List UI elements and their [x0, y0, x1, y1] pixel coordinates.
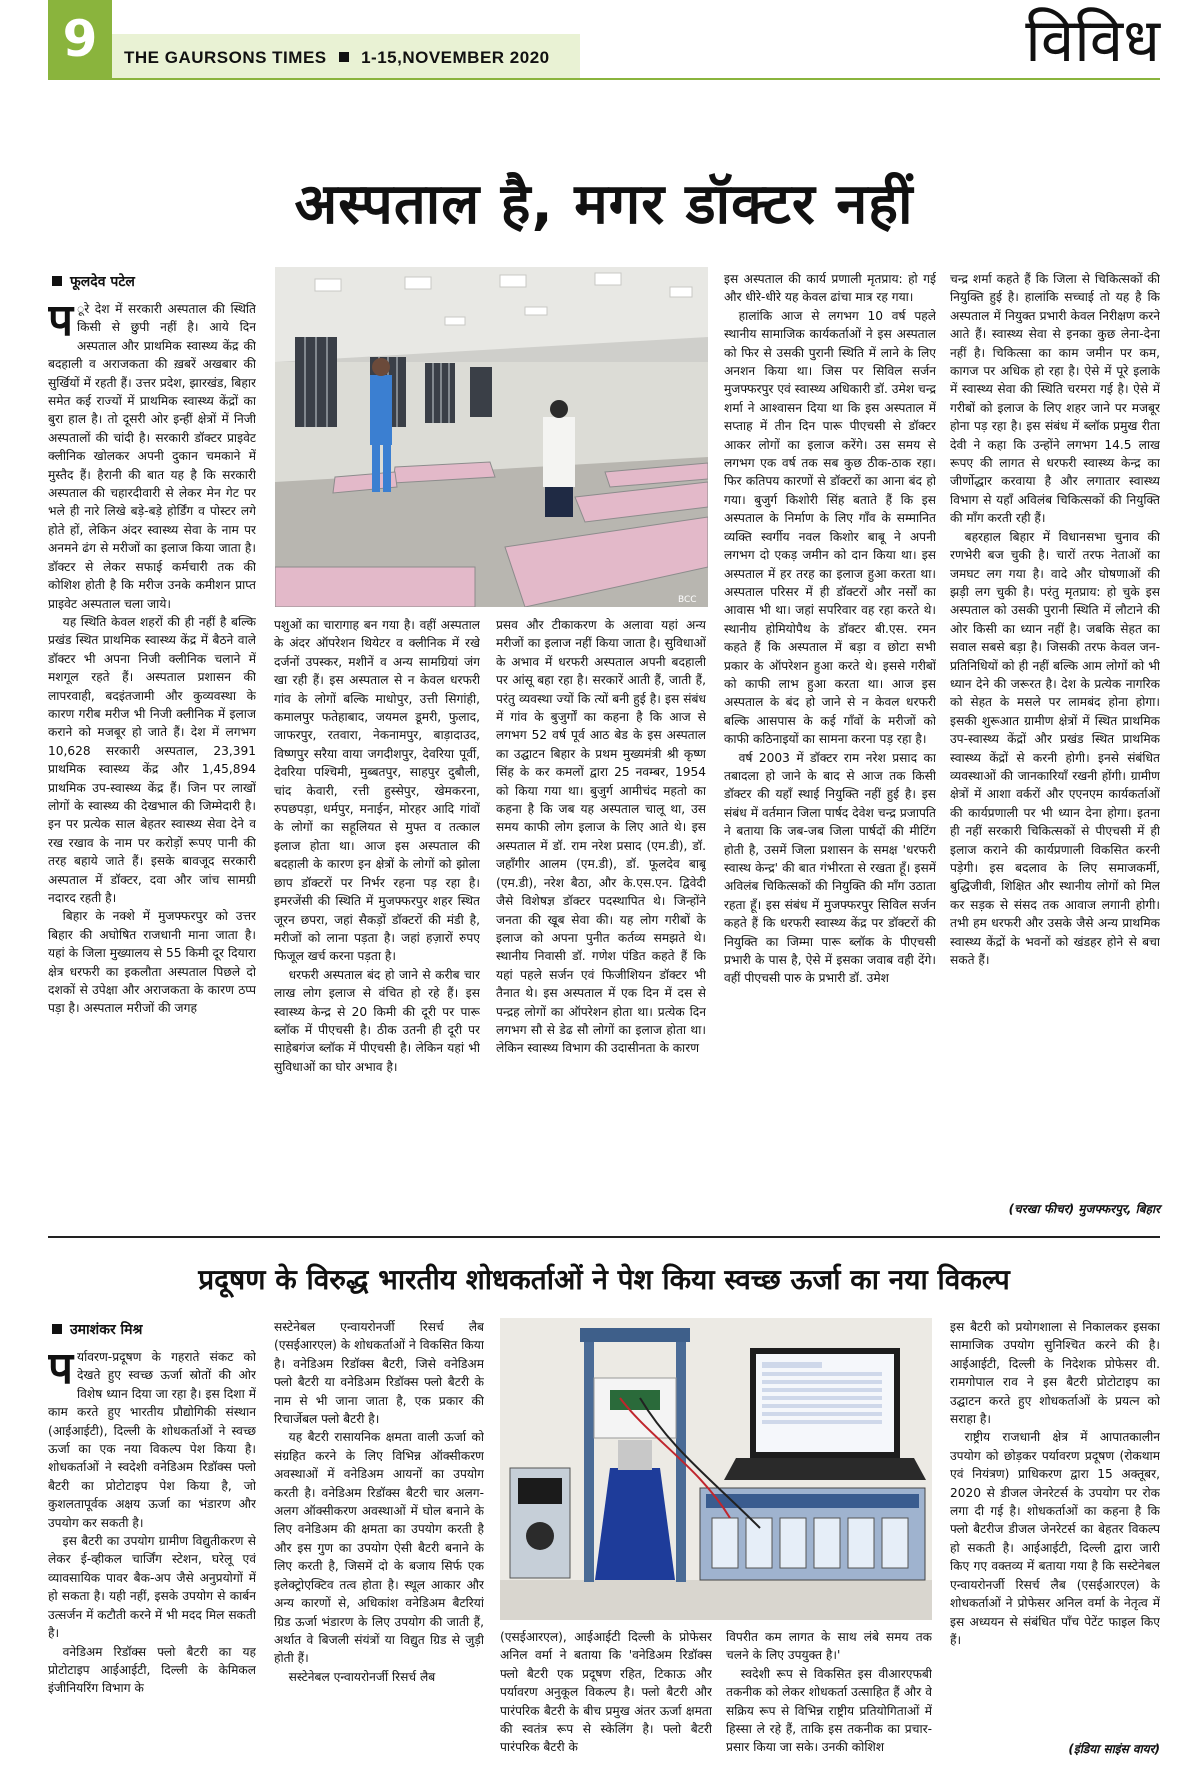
battery-prototype-illustration: [500, 1318, 932, 1620]
article2-col1-para-3: वनेडिअम रिडॉक्स फ्लो बैटरी का यह प्रोटोटाइप आईआईटी, दिल्ली के केमिकल इंजीनियरिंग विभाग के: [48, 1644, 256, 1696]
article1-column-1: [48, 300, 256, 1218]
article2-col1-para-2: इस बैटरी का उपयोग ग्रामीण विद्युतीकरण से लेकर ई-व्हीकल चार्जिंग स्टेशन, घरेलू एवं व्यावसायिक पावर बैक-अप जैसे अनुप्रयोगों में हो सकता है। यही नहीं, इसके उपयोग से कार्बन उत्सर्जन में कटौती करने में भी मदद मिल सकती है।: [48, 1534, 256, 1641]
article1-byline: [52, 272, 135, 291]
article1-column-4: [724, 270, 936, 1218]
article1-credit: (चरखा फीचर) मुजफ्फरपुर, बिहार: [1008, 1202, 1160, 1216]
article2-author: उमाशंकर मिश्र: [70, 1322, 143, 1338]
article1-col2-para-2: धरफरी अस्पताल बंद हो जाने से करीब चार लाख लोग इलाज से वंचित हो रहे हैं। इस स्वास्थ्य केन्द्र से 20 किमी की दूरी पर पारू ब्लॉक में पीएचसी है। ठीक उतनी ही दूरी पर साहेबगंज ब्लॉक में पीएचसी है। लेकिन यहां भी सुविधाओं का घोर अभाव है।: [274, 967, 480, 1074]
masthead-rule: [48, 78, 1160, 80]
article1-col1-para-1-text: ूरे देश में सरकारी अस्पताल की स्थिति किसी से छुपी नहीं है। आये दिन अस्पताल और प्राथमिक स्वास्थ्य केंद्र की बदहाली व अराजकता की ख़बरें अखबार की सुर्खियों में रहती हैं। उत्तर प्रदेश, झारखंड, बिहार समेत कई राज्यों में प्राथमिक स्वास्थ्य केंद्रों का बुरा हाल है। तो दूसरी ओर इन्हीं क्षेत्रों में निजी अस्पतालों की चांदी है। सरकारी डॉक्टर प्राइवेट क्लीनिक खोलकर अपनी दुकान चमकाने में मुस्तैद हैं। हैरानी की बात यह है कि सरकारी अस्पताल की चहारदीवारी से लेकर मेन गेट पर भले ही नारे लिखे बड़े-बड़े होर्डिंग व पोस्टर लगे होते हों, लेकिन अंदर स्वास्थ्य सेवा के नाम पर अनमने ढंग से मरीजों का इलाज किया जाता है। डॉक्टर से लेकर सफाई कर्मचारी तक की कोशिश होती है कि मरीज उनके कमीशन प्राप्त प्राइवेट अस्पताल चला जाये।: [48, 302, 256, 611]
article2-headline: प्रदूषण के विरुद्ध भारतीय शोधकर्ताओं ने पेश किया स्वच्छ ऊर्जा का नया विकल्प: [198, 1263, 1010, 1296]
article2-column-4: [726, 1628, 932, 1772]
article1-column-2: [274, 616, 480, 1218]
article2-col2-para-3: सस्टेनेबल एन्वायरोनर्जी रिसर्च लैब: [288, 1669, 436, 1684]
article1-col1-para-3: बिहार के नक्शे में मुजफ्फरपुर को उत्तर बिहार की अघोषित राजधानी माना जाता है। यहां के जिला मुख्यालय से 55 किमी दूर दियारा क्षेत्र धरफरी का इकलौता अस्पताल पिछले दो दशकों से उपेक्षा और अराजकता के कारण ठप्प पड़ा है। अस्पताल मरीजों की जगह: [48, 909, 256, 1016]
article2-col3-para-1: (एसईआरएल), आईआईटी दिल्ली के प्रोफेसर अनिल वर्मा ने बताया कि 'वनेडिअम रिडॉक्स फ्लो बैटरी एक प्रदूषण रहित, टिकाऊ और पर्यावरण अनुकूल विकल्प है। फ्लो बैटरी और पारंपरिक बैटरी के बीच प्रमुख अंतर ऊर्जा क्षमता की स्वतंत्र रूप से स्केलिंग है। फ्लो बैटरी पारंपरिक बैटरी के: [500, 1630, 712, 1755]
article2-col2-para-1: सस्टेनेबल एन्वायरोनर्जी रिसर्च लैब (एसईआरएल) के शोधकर्ताओं ने विकसित किया है। वनेडिअम रिडॉक्स बैटरी, जिसे वनेडिअम फ्लो बैटरी या वनेडिअम रिडॉक्स फ्लो बैटरी के नाम से भी जाना जाता है, एक प्रकार की रिचार्जेबल फ्लो बैटरी है।: [274, 1320, 484, 1427]
paper-name: THE GAURSONS TIMES: [124, 48, 327, 67]
article2-column-5: [950, 1318, 1160, 1736]
drop-cap: प: [48, 1348, 73, 1394]
section-title: विविध: [1025, 6, 1160, 76]
article1-col4-para-2: हालांकि आज से लगभग 10 वर्ष पहले स्थानीय सामाजिक कार्यकर्ताओं ने इस अस्पताल को फिर से उसकी पुरानी स्थिति में लाने के लिए अनशन किया था। जिस पर सिविल सर्जन मुजफ्फरपुर एवं स्वास्थ्य अधिकारी डॉ. उमेश चन्द्र शर्मा ने आश्वासन दिया था कि इस अस्पताल में सप्ताह में तीन दिन पारू पीएचसी से डॉक्टर आकर लोगों का इलाज करेंगे। उस समय से लगभग एक वर्ष तक सब कुछ ठीक-ठाक रहा। फिर कतिपय कारणों से डॉक्टरों का आना बंद हो गया। बुजुर्ग किशोरी सिंह बताते हैं कि इस अस्पताल के निर्माण के लिए गाँव के सम्मानित व्यक्ति स्वर्गीय नवल किशोर बाबू ने अपनी लगभग दो एकड़ जमीन को दान किया था। इस अस्पताल में हर तरह का इलाज हुआ करता था। अस्पताल परिसर में ही डॉक्टरों और नर्सों का आवास भी था। जहां सपरिवार वह रहा करते थे। स्थानीय होमियोपैथ के डॉक्टर बी.एस. रमन कहते हैं कि अस्पताल में बड़ा व छोटा सभी प्रकार के ऑपरेशन हुआ करते थे। इससे गरीबों को काफी लाभ हुआ करता था। आज इस अस्पताल के बंद हो जाने से न केवल धरफरी बल्कि आसपास के कई गाँवों के मरीजों को काफी कठिनाइयों का सामना करना पड़ रहा है।: [724, 308, 936, 747]
issue-date: 1-15,NOVEMBER 2020: [361, 48, 550, 67]
article1-col2-para-1: पशुओं का चारागाह बन गया है। वहीं अस्पताल के अंदर ऑपरेशन थियेटर व क्लीनिक में रखे दर्जनों उपस्कर, मशीनें व अन्य सामग्रियां जंग खा रही हैं। इस अस्पताल से न केवल धरफरी गांव के लोगों बल्कि माधोपुर, उत्ती सिगांही, कमालपुर फतेहाबाद, जयमल डूमरी, फुलाद, जाफरपुर, रतवारा, नेकनामपुर, बाड़ादाउद, विष्णपुर सरैया वाया जगदीशपुर, देवरिया पूर्वी, देवरिया पश्चिमी, मुब्बतपुर, साहपुर दुबौली, चांद केवारी, रत्ती हुस्सेपुर, खेमकरना, रुपछपड़ा, धर्मपुर, मनाईन, मोरहर आदि गांवों के लोगों का सहूलियत से मुफ्त व तत्काल इलाज होता था। आज इस अस्पताल की बदहाली के कारण इन क्षेत्रों के लोगों को झोला छाप डॉक्टरों पर निर्भर रहना पड़ रहा है। इमरजेंसी की स्थिति में मुजफ्फरपुर शहर स्थित जूरन छपरा, जहां सैकड़ों डॉक्टरों की मंडी है, मरीजों को लाना पड़ता है। जहां हज़ारों रुपए फिजूल खर्च करना पड़ता है।: [274, 618, 480, 964]
article2-credit: (इंडिया साइंस वायर): [1068, 1742, 1160, 1756]
byline-square-icon: [52, 276, 62, 286]
article-divider: [48, 1236, 1160, 1238]
article2-col5-para-1: इस बैटरी को प्रयोगशाला से निकालकर इसका सामाजिक उपयोग सुनिश्चित करने की है। आईआईटी, दिल्ली के निदेशक प्रोफेसर वी. रामगोपाल राव ने इस बैटरी प्रोटोटाइप का उद्घाटन करते हुए शोधकर्ताओं के प्रयत्न को सराहा है।: [950, 1320, 1160, 1427]
article2-column-3: [500, 1628, 712, 1772]
article1-col3-para-1: प्रसव और टीकाकरण के अलावा यहां अन्य मरीजों का इलाज नहीं किया जाता है। सुविधाओं के अभाव में धरफरी अस्पताल अपनी बदहाली पर आंसू बहा रहा है। सरकारें आती हैं, जाती हैं, परंतु व्यवस्था ज्यों कि त्यों बनी हुई है। इस संबंध में गांव के बुजुर्गों का कहना है कि आज से लगभग 52 वर्ष पूर्व आठ बेड के इस अस्पताल का उद्घाटन बिहार के प्रथम मुख्यमंत्री श्री कृष्ण सिंह के कर कमलों द्वारा 25 नवम्बर, 1954 को किया गया था। बुजुर्ग आमीचंद महतो का कहना है कि जब यह अस्पताल चालू था, उस समय काफी लोग इलाज के लिए आते थे। इस अस्पताल में डॉ. राम नरेश प्रसाद (एम.डी), डॉ. जहाँगीर आलम (एम.डी), डॉ. फूलदेव बाबू (एम.डी), नरेश बैठा, और के.एस.एन. द्विवेदी जैसे विशेषज्ञ डॉक्टर पदस्थापित थे। जिन्होंने जनता की खूब सेवा की। यह लोग गरीबों के इलाज को अपना पुनीत कर्तव्य समझते थे। स्थानीय निवासी डॉ. गणेश पंडित कहते हैं कि यहां पहले सर्जन एवं फिजीशियन डॉक्टर भी तैनात थे। इस अस्पताल में एक दिन में दस से पन्द्रह लोगों का ऑपरेशन होता था। प्रत्येक दिन लगभग सौ से डेढ सौ लोगों का इलाज होता था। लेकिन स्वास्थ्य विभाग की उदासीनता के कारण: [496, 618, 706, 1056]
article1-col1-para-1: [48, 300, 256, 613]
article2-byline: [52, 1320, 142, 1339]
article1-headline: अस्पताल है, मगर डॉक्टर नहीं: [294, 172, 914, 237]
article1-col5-para-1: चन्द्र शर्मा कहते हैं कि जिला से चिकित्सकों की नियुक्ति हुई है। हालांकि सच्चाई तो यह है कि अस्पताल में नियुक्त प्रभारी केवल निरीक्षण करने आते हैं। स्वास्थ्य सेवा से इनका कुछ लेना-देना नहीं है। चिकित्सा का काम जमीन पर कम, कागज पर अधिक हो रहा है। ऐसे में पूरे इलाके में स्वास्थ्य सेवा की स्थिति चरमरा गई है। ऐसे में गरीबों को इलाज के लिए शहर जाने पर मजबूर होना पड़ रहा है। इस संबंध में ब्लॉक प्रमुख रीता देवी ने कहा कि उन्होंने लगभग 14.5 लाख रूपए की लागत से धरफरी स्वास्थ्य केन्द्र का जीर्णोद्धार करवाया है और लगातार स्वास्थ्य विभाग से यहाँ अविलंब चिकित्सकों की नियुक्ति की माँग करती रही हैं।: [950, 272, 1160, 526]
article2-col1-para-1-text: र्यावरण-प्रदूषण के गहराते संकट को देखते हुए स्वच्छ ऊर्जा स्रोतों की ओर विशेष ध्यान दिया जा रहा है। इस दिशा में काम करते हुए भारतीय प्रौद्योगिकी संस्थान (आईआईटी), दिल्ली के शोधकर्ताओं ने स्वच्छ ऊर्जा का एक नया विकल्प पेश किया है। शोधकर्ताओं ने स्वदेशी वनेडिअम रिडॉक्स फ्लो बैटरी का प्रोटोटाइप पेश किया है, जो कुशलतापूर्वक अक्षय ऊर्जा का भंडारण और उपयोग कर सकती है।: [48, 1350, 256, 1530]
hospital-ward-illustration: [275, 267, 708, 607]
page-number: 9: [48, 0, 112, 78]
photo-credit: BCC: [678, 595, 697, 605]
article2-col5-para-2: राष्ट्रीय राजधानी क्षेत्र में आपातकालीन उपयोग को छोड़कर पर्यावरण प्रदूषण (रोकथाम एवं नियंत्रण) प्राधिकरण द्वारा 15 अक्तूबर, 2020 से डीजल जेनरेटर्स के उपयोग पर रोक लगा दी गई है। शोधकर्ताओं का कहना है कि फ्लो बैटरीज डीजल जेनरेटर्स का बेहतर विकल्प हो सकती है। आईआईटी, दिल्ली द्वारा जारी किए गए वक्तव्य में बताया गया है कि सस्टेनेबल एन्वायरोनर्जी रिसर्च लैब (एसईआरएल) के शोधकर्ताओं ने प्रोफेसर अनिल वर्मा के नेतृत्व में इस अध्ययन से संबंधित पाँच पेटेंट फाइल किए हैं।: [950, 1430, 1160, 1647]
hospital-ward-photo: [275, 267, 708, 607]
battery-prototype-photo: [500, 1318, 932, 1620]
article1-author: फूलदेव पटेल: [70, 274, 135, 290]
article1-col5-para-2: बहरहाल बिहार में विधानसभा चुनाव की रणभेरी बज चुकी है। चारों तरफ नेताओं का जमघट लग गया है। वादे और घोषणाओं की झड़ी लग चुकी है। परंतु मृतप्राय: हो चुके इस अस्पताल को उसकी पुरानी स्थिति में लौटाने की ओर किसी का ध्यान नहीं है। जबकि सेहत का सवाल सबसे बड़ा है। जिसकी तरफ केवल जन-प्रतिनिधियों को ही नहीं बल्कि आम लोगों को भी ध्यान देने की जरूरत है। देश के प्रत्येक नागरिक को सेहत के मसले पर लामबंद होना होगा। इसकी शुरूआत ग्रामीण क्षेत्रों में स्थित प्राथमिक उप-स्वास्थ्य केंद्रों और प्रखंड स्थित प्राथमिक स्वास्थ्य केंद्रों से करनी होगी। इनसे संबंधित व्यवस्थाओं की जानकारियाँ रखनी होंगी। ग्रामीण क्षेत्रों में आशा वर्करों और एएनएम कार्यकर्ताओं की कार्यप्रणाली पर भी ध्यान देना होगा। इतना ही नहीं सरकारी चिकित्सकों से पीएचसी में ही इलाज कराने की कार्यप्रणाली विकसित करनी पड़ेगी। इस बदलाव के लिए समाजकर्मी, बुद्धिजीवी, शिक्षित और स्थानीय लोगों को मिल कर सड़क से संसद तक आवाज लगानी होगी। तभी हम धरफरी और उसके जैसे अन्य प्राथमिक स्वास्थ्य केंद्रों के भवनों को खंडहर होने से बचा सकते हैं।: [950, 529, 1160, 968]
article1-col4-para-3: वर्ष 2003 में डॉक्टर राम नरेश प्रसाद का तबादला हो जाने के बाद से आज तक किसी डॉक्टर की यहाँ स्थाई नियुक्ति नहीं हुई है। इस संबंध में वर्तमान जिला पार्षद देवेश चन्द्र प्रजापति ने बताया कि जब-जब जिला पार्षदों की मीटिंग होती है, उसमें जिला प्रशासन के समक्ष 'धरफरी स्वास्थ केन्द्र' की बात गंभीरता से रखता हूँ। इसमें अविलंब चिकित्सकों की नियुक्ति की माँग उठाता रहता हूँ। इस संबंध में मुजफ्फरपुर सिविल सर्जन कहते हैं कि धरफरी स्वास्थ्य केंद्र पर डॉक्टरों की नियुक्ति का जिम्मा पारू ब्लॉक के पीएचसी प्रभारी के पास है, ऐसे में इसका जवाब वही देंगे। वहीं पीएचसी पारु के प्रभारी डॉ. उमेश: [724, 750, 936, 986]
article2-column-1: [48, 1348, 256, 1772]
article1-col4-para-1: इस अस्पताल की कार्य प्रणाली मृतप्राय: हो गई और धीरे-धीरे यह केवल ढांचा मात्र रह गया।: [724, 272, 936, 305]
drop-cap: प: [48, 300, 73, 346]
article2-col2-para-2: यह बैटरी रासायनिक क्षमता वाली ऊर्जा को संग्रहित करने के लिए विभिन्न ऑक्सीकरण अवस्थाओं में वनेडिअम आयनों का उपयोग करती है। वनेडिअम रिडॉक्स बैटरी चार अलग-अलग ऑक्सीकरण अवस्थाओं में घोल बनाने के लिए वनेडिअम की क्षमता का उपयोग करती है और इस गुण का उपयोग ऐसी बैटरी बनाने के लिए करती है, जिसमें दो के बजाय सिर्फ एक इलेक्ट्रोएक्टिव तत्व होता है। स्थूल आकार और अन्य कारणों से, अधिकांश वनेडिअम बैटरियां ग्रिड ऊर्जा भंडारण के लिए उपयोग की जाती हैं, अर्थात वे बिजली संयंत्रों या विद्युत ग्रिड से जुड़ी होती हैं।: [274, 1430, 484, 1666]
article2-column-2: [274, 1318, 484, 1772]
article1-column-5: [950, 270, 1160, 1196]
article2-col4-para-2: स्वदेशी रूप से विकसित इस वीआरएफबी तकनीक को लेकर शोधकर्ता उत्साहित हैं और वे सक्रिय रूप से विभिन्न राष्ट्रीय प्रतियोगिताओं में हिस्सा ले रहे हैं, ताकि इस तकनीक का प्रचार-प्रसार किया जा सके। उनकी कोशिश: [726, 1666, 932, 1755]
article2-col4-para-1: विपरीत कम लागत के साथ लंबे समय तक चलने के लिए उपयुक्त है।': [726, 1630, 932, 1663]
article2-col1-para-1: [48, 1348, 256, 1532]
article1-col1-para-2: यह स्थिति केवल शहरों की ही नहीं है बल्कि प्रखंड स्थित प्राथमिक स्वास्थ्य केंद्र में बैठने वाले डॉक्टर भी अपना निजी क्लीनिक चलाने में मशगूल रहते हैं। अस्पताल प्रशासन की लापरवाही, बदइंतजामी और कुव्यवस्था के कारण गरीब मरीज भी निजी क्लीनिक में इलाज कराने को मजबूर हो जाते हैं। देश में लगभग 10,628 सरकारी अस्पताल, 23,391 प्राथमिक स्वास्थ्य केंद्र और 1,45,894 प्राथमिक उप-स्वास्थ्य केंद्र हैं। जिन पर लाखों लोगों के स्वास्थ्य की देखभाल की जिम्मेदारी है। इन पर प्रत्येक साल बेहतर स्वास्थ्य सेवा देने व रख रखाव के नाम पर करोड़ों रूपए पानी की तरह बहाये जाते हैं। इसके बावजूद सरकारी अस्पताल में डॉक्टर, दवा और जांच सामग्री नदारद रहती है।: [48, 614, 256, 905]
byline-square-icon: [52, 1324, 62, 1334]
article1-column-3: [496, 616, 706, 1218]
masthead-title: [124, 48, 550, 68]
masthead-separator: [339, 52, 349, 62]
